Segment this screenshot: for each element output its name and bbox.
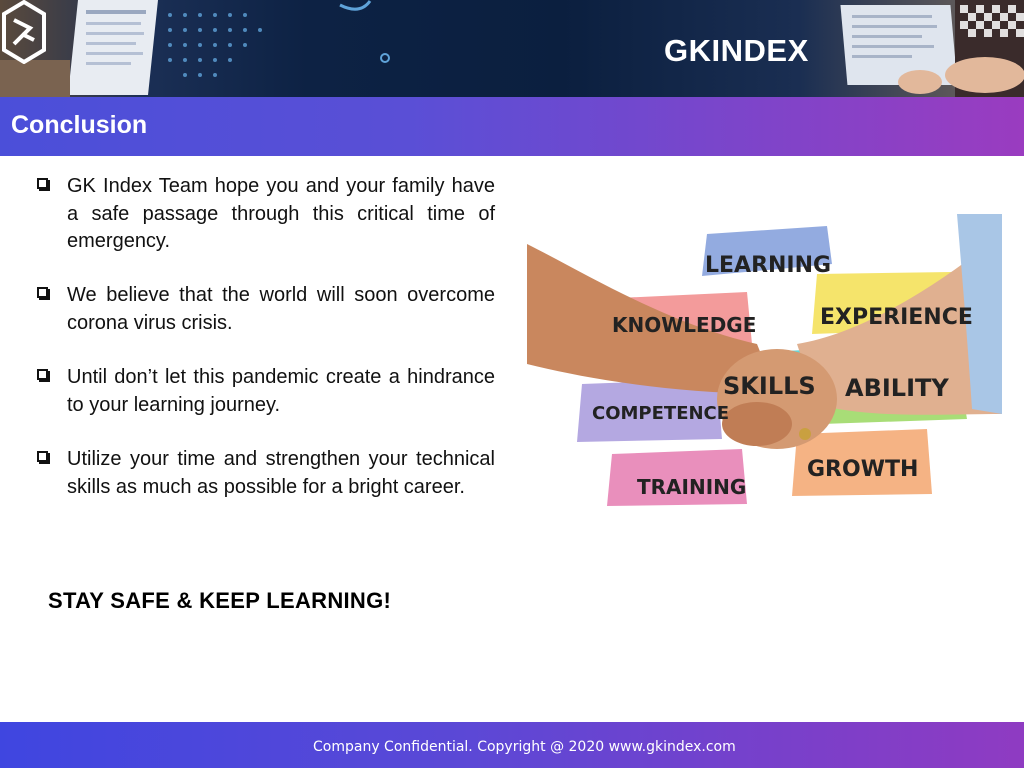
banner-background-image xyxy=(0,0,1024,97)
bullet-item xyxy=(37,173,495,256)
header-banner xyxy=(0,0,1024,97)
checkbox-bullet-icon xyxy=(37,178,48,189)
word-experience: EXPERIENCE xyxy=(820,305,973,330)
word-knowledge: KNOWLEDGE xyxy=(612,313,757,337)
title-bar xyxy=(0,97,1024,156)
bullet-item xyxy=(37,364,495,419)
word-skills: SKILLS xyxy=(723,372,816,400)
bullet-text: Utilize your time and strengthen your technical skills as much as possible for a bright career. xyxy=(67,448,495,498)
word-growth: GROWTH xyxy=(807,457,919,482)
page-title: Conclusion xyxy=(11,111,148,139)
bullet-text: GK Index Team hope you and your family have a safe passage through this critical time of emergency. xyxy=(67,175,495,252)
gkindex-logo-icon xyxy=(0,0,48,64)
logo-text: GKINDEX xyxy=(664,33,809,68)
bullet-item xyxy=(37,282,495,337)
slogan-text: STAY SAFE & KEEP LEARNING! xyxy=(48,588,392,613)
handshake-skills-image xyxy=(527,214,1002,524)
bullet-text: We believe that the world will soon overcome corona virus crisis. xyxy=(67,284,495,334)
checkbox-bullet-icon xyxy=(37,287,48,298)
word-learning: LEARNING xyxy=(705,253,832,278)
footer-copyright: Company Confidential. Copyright @ 2020 www.gkindex.com xyxy=(313,739,736,755)
bullet-item xyxy=(37,446,495,501)
bullet-text: Until don’t let this pandemic create a hindrance to your learning journey. xyxy=(67,366,495,416)
word-training: TRAINING xyxy=(637,475,747,499)
word-ability: ABILITY xyxy=(845,374,949,402)
word-competence: COMPETENCE xyxy=(592,403,730,424)
checkbox-bullet-icon xyxy=(37,369,48,380)
checkbox-bullet-icon xyxy=(37,451,48,462)
